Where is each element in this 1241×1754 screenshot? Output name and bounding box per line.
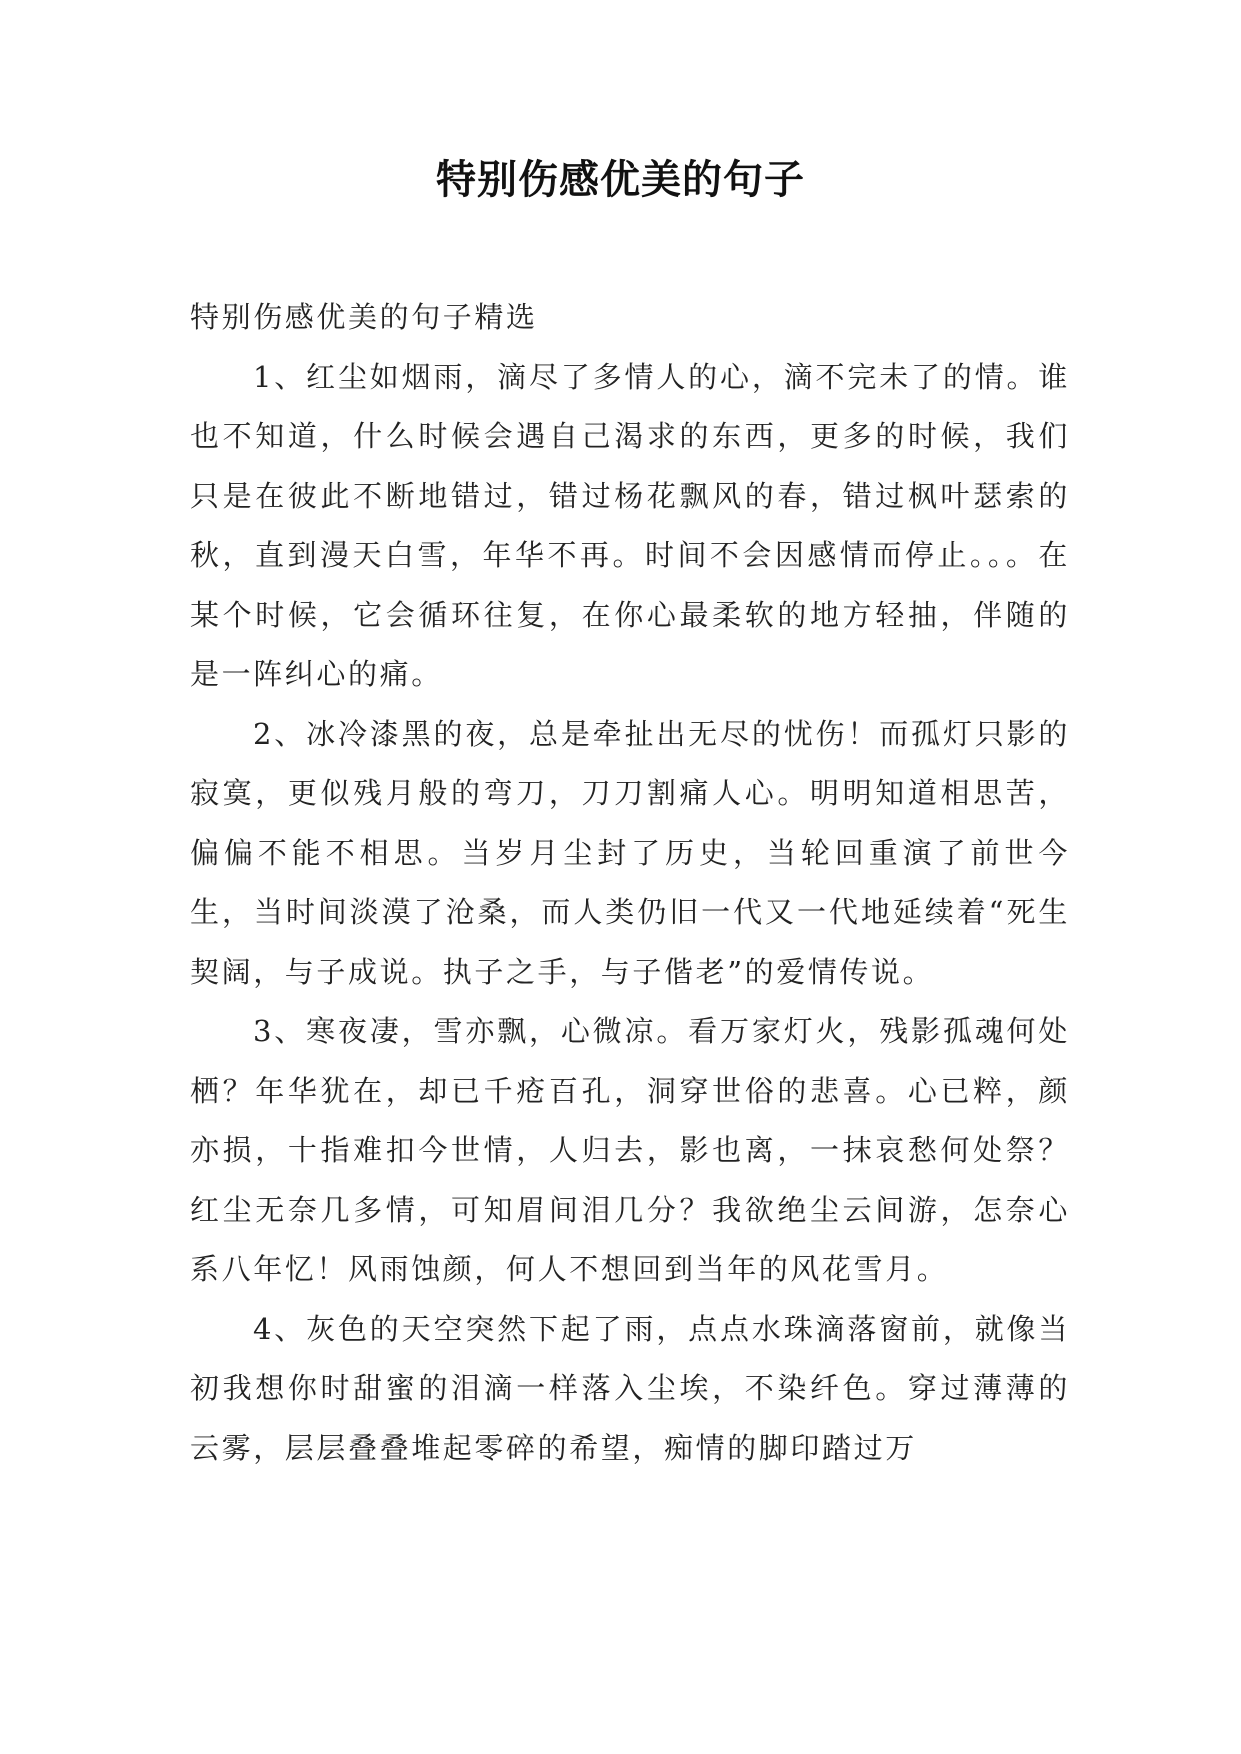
page-title: 特别伤感优美的句子 [436,156,805,203]
paragraph-2: 2、冰冷漆黑的夜，总是牵扯出无尽的忧伤！而孤灯只影的寂寞，更似残月般的弯刀，刀刀割痛人心。明明知道相思苦，偏偏不能不相思。当岁月尘封了历史，当轮回重演了前世今生，当时间淡漠了沧桑，而人类仍旧一代又一代地延续着“死生契阔，与子成说。执子之手，与子偕老”的爱情传说。 [190,716,1070,989]
paragraph-4: 4、灰色的天空突然下起了雨，点点水珠滴落窗前，就像当初我想你时甜蜜的泪滴一样落入尘埃，不染纤色。穿过薄薄的云雾，层层叠叠堆起零碎的希望，痴情的脚印踏过万 [190,1311,1070,1465]
document-subtitle: 特别伤感优美的句子精选 [190,300,538,334]
paragraph-1: 1、红尘如烟雨，滴尽了多情人的心，滴不完未了的情。谁也不知道，什么时候会遇自己渴求的东西，更多的时候，我们只是在彼此不断地错过，错过杨花飘风的春，错过枫叶瑟索的秋，直到漫天白雪，年华不再。时间不会因感情而停止。。。在某个时候，它会循环往复，在你心最柔软的地方轻抽，伴随的是一阵纠心的痛。 [190,359,1070,691]
document-body [190,288,1070,1478]
paragraph-3: 3、寒夜凄，雪亦飘，心微凉。看万家灯火，残影孤魂何处栖？年华犹在，却已千疮百孔，洞穿世俗的悲喜。心已粹，颜亦损，十指难扣今世情，人归去，影也离，一抹哀愁何处祭？红尘无奈几多情，可知眉间泪几分？我欲绝尘云间游，怎奈心系八年忆！风雨蚀颜，何人不想回到当年的风花雪月。 [190,1014,1070,1286]
